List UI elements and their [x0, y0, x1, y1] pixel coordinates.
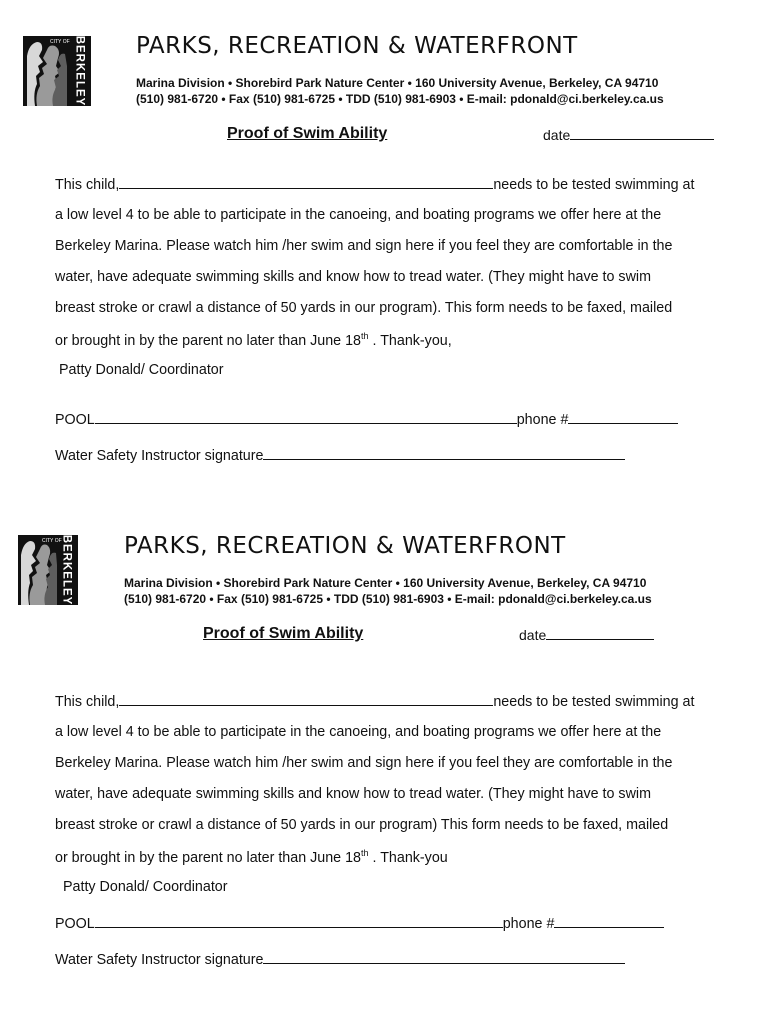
signoff: Patty Donald/ Coordinator: [59, 362, 224, 378]
date-label: date: [519, 627, 547, 643]
child-prefix: This child,: [55, 177, 120, 193]
pool-phone-line: [55, 915, 664, 932]
address-line-1: Marina Division • Shorebird Park Nature Center • 160 University Avenue, Berkeley, CA 94710: [136, 76, 659, 90]
logo-berkeley-text: BERKELEY: [60, 535, 72, 605]
body-line: breast stroke or crawl a distance of 50 yards in our program). This form needs to be faxed, mailed: [55, 300, 673, 316]
date-input[interactable]: [570, 127, 714, 140]
date-field: [519, 627, 654, 643]
form-title: Proof of Swim Ability: [227, 125, 388, 142]
phone-input[interactable]: [568, 411, 678, 424]
child-name-line: [55, 693, 694, 710]
phone-label: phone #: [502, 916, 555, 932]
child-suffix: needs to be tested swimming at: [493, 177, 695, 193]
deadline-line: [55, 331, 452, 349]
body-line: water, have adequate swimming skills and know how to tread water. (They might have to swim: [55, 269, 651, 285]
phone-input[interactable]: [554, 915, 664, 928]
child-name-input[interactable]: [119, 693, 493, 706]
body-line: water, have adequate swimming skills and know how to tread water. (They might have to swim: [55, 786, 651, 802]
signoff: Patty Donald/ Coordinator: [63, 879, 228, 895]
pool-input[interactable]: [95, 915, 503, 928]
logo-berkeley-text: BERKELEY: [73, 36, 85, 106]
date-field: [543, 127, 714, 143]
logo-city-of: CITY OF: [42, 538, 62, 544]
body-line: breast stroke or crawl a distance of 50 yards in our program) This form needs to be faxed, mailed: [55, 817, 669, 833]
body-line: Berkeley Marina. Please watch him /her swim and sign here if you feel they are comfortable in the: [55, 238, 673, 254]
date-input[interactable]: [546, 627, 654, 640]
pool-phone-line: [55, 411, 678, 428]
deadline-prefix: or brought in by the parent no later than June 18: [55, 849, 362, 866]
address-line-2: (510) 981-6720 • Fax (510) 981-6725 • TDD (510) 981-6903 • E-mail: pdonald@ci.berkeley.ca.us: [124, 592, 652, 606]
deadline-prefix: or brought in by the parent no later than June 18: [55, 332, 362, 349]
department-banner: PARKS, RECREATION & WATERFRONT: [136, 33, 578, 59]
signature-line: [55, 447, 625, 464]
body-line: a low level 4 to be able to participate in the canoeing, and boating programs we offer here at the: [55, 207, 662, 223]
date-label: date: [543, 127, 571, 143]
body-line: Berkeley Marina. Please watch him /her swim and sign here if you feel they are comfortable in the: [55, 755, 673, 771]
logo-city-of: CITY OF: [50, 39, 70, 45]
deadline-sup: th: [361, 848, 369, 858]
pool-label: POOL: [55, 412, 95, 428]
signature-input[interactable]: [263, 447, 625, 460]
signature-line: [55, 951, 625, 968]
child-name-input[interactable]: [119, 176, 493, 189]
phone-label: phone #: [516, 412, 569, 428]
form-title: Proof of Swim Ability: [203, 625, 364, 642]
body-line: a low level 4 to be able to participate in the canoeing, and boating programs we offer here at the: [55, 724, 662, 740]
child-prefix: This child,: [55, 694, 120, 710]
pool-label: POOL: [55, 916, 95, 932]
child-name-line: [55, 176, 694, 193]
deadline-suffix: . Thank-you: [368, 849, 448, 866]
address-line-1: Marina Division • Shorebird Park Nature Center • 160 University Avenue, Berkeley, CA 94710: [124, 576, 647, 590]
signature-input[interactable]: [263, 951, 625, 964]
deadline-suffix: . Thank-you,: [368, 332, 452, 349]
berkeley-logo: [18, 535, 78, 605]
pool-input[interactable]: [95, 411, 517, 424]
child-suffix: needs to be tested swimming at: [493, 694, 695, 710]
deadline-line: [55, 848, 448, 866]
berkeley-logo: [23, 36, 91, 106]
signature-label: Water Safety Instructor signature: [55, 952, 264, 968]
deadline-sup: th: [361, 331, 369, 341]
department-banner: PARKS, RECREATION & WATERFRONT: [124, 533, 566, 559]
address-line-2: (510) 981-6720 • Fax (510) 981-6725 • TDD (510) 981-6903 • E-mail: pdonald@ci.berkeley.ca.us: [136, 92, 664, 106]
signature-label: Water Safety Instructor signature: [55, 448, 264, 464]
